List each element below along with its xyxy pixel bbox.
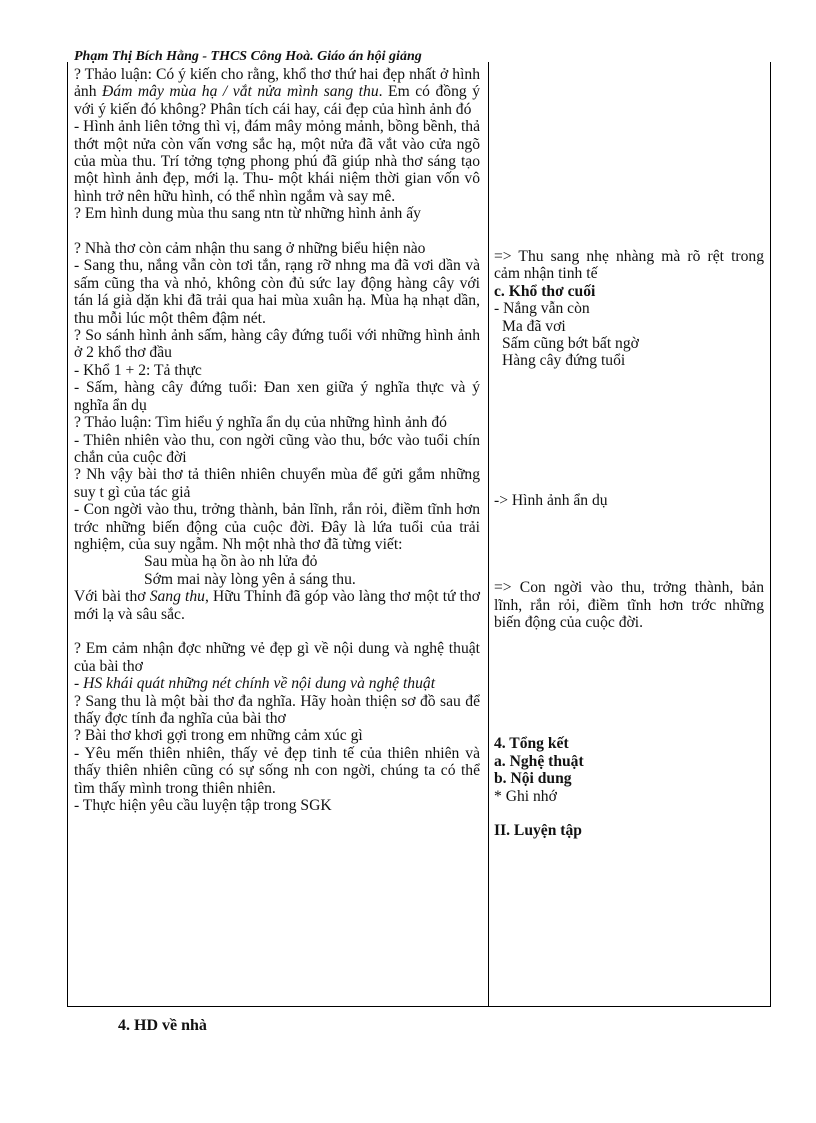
poem-line-2: Sớm mai này lòng yên ả sáng thu. — [144, 570, 356, 588]
answer-9: - Yêu mến thiên nhiên, thấy vẻ đẹp tinh tế của thiên nhiên và thấy thiên nhiên cũng có sự sống nh con ngời, chúng ta có thể tìm thấy mình trong thiên nhiên. — [74, 744, 480, 797]
answer-4a: - Khổ 1 + 2: Tả thực — [74, 361, 202, 379]
answer-7: - HS khái quát những nét chính về nội dung và nghệ thuật — [74, 675, 436, 693]
discussion-question-1 — [74, 66, 480, 118]
summary-3: => Con ngời vào thu, trởng thành, bản lĩnh, rắn rỏi, điềm tĩnh hơn trớc những biến động của cuộc đời. — [494, 579, 764, 632]
left-column — [74, 66, 480, 814]
right-column — [494, 248, 764, 840]
note-line-3: Sấm cũng bớt bất ngờ — [502, 335, 639, 353]
question-3: ? Nhà thơ còn cảm nhận thu sang ở những biểu hiện nào — [74, 240, 426, 258]
quote: Đám mây mùa hạ / vắt nửa mình sang thu — [102, 83, 379, 101]
section-heading-ii: II. Luyện tập — [494, 822, 582, 840]
text: , Hữu Thỉnh đã góp vào làng thơ một tứ thơ mới lạ và sâu sắc. — [74, 588, 481, 623]
text: . Em có đồng ý với ý kiến đó không? Phân tích cái hay, cái đẹp của hình ảnh đó — [74, 83, 480, 118]
question-4: ? So sánh hình ảnh sấm, hàng cây đứng tuổi với những hình ảnh ở 2 khổ thơ đầu — [74, 327, 480, 362]
text: Với bài thơ — [74, 588, 150, 606]
summary-1: => Thu sang nhẹ nhàng mà rõ rệt trong cảm nhận tinh tế — [494, 248, 764, 283]
note-ghi-nho: * Ghi nhớ — [494, 787, 557, 805]
answer-3: - Sang thu, nắng vẫn còn tơi tắn, rạng rỡ nhng ma đã vơi dần và sấm cũng tha và nhỏ, không còn đủ sức lay động hàng cây với tán lá già dặn khi đã trải qua hai mùa xuân hạ. Mùa hạ nhạt dần, thu mỗi lúc một thêm đậm nét. — [74, 257, 480, 327]
section-heading-a: a. Nghệ thuật — [494, 752, 584, 770]
question-2: ? Em hình dung mùa thu sang ntn từ những hình ảnh ấy — [74, 205, 421, 223]
question-8: ? Sang thu là một bài thơ đa nghĩa. Hãy hoàn thiện sơ đồ sau để thấy đợc tính đa nghĩa của bài thơ — [74, 692, 480, 727]
column-divider — [488, 62, 489, 1007]
homework-heading: 4. HD về nhà — [118, 1017, 207, 1034]
note-line-4: Hàng cây đứng tuổi — [502, 352, 626, 370]
section-heading-c: c. Khổ thơ cuối — [494, 282, 596, 300]
note-line-2: Ma đã vơi — [502, 317, 566, 335]
answer-5: - Thiên nhiên vào thu, con ngời cũng vào thu, bớc vào tuổi chín chắn của cuộc đời — [74, 431, 480, 466]
poem-title: Sang thu — [149, 588, 205, 606]
poem-line-1: Sau mùa hạ ồn ào nh lửa đỏ — [144, 553, 318, 571]
conclusion — [74, 588, 480, 623]
question-9: ? Bài thơ khơi gợi trong em những cảm xúc gì — [74, 727, 363, 745]
section-heading-4: 4. Tổng kết — [494, 735, 569, 753]
answer-4b: - Sấm, hàng cây đứng tuổi: Đan xen giữa ý nghĩa thực và ý nghĩa ẩn dụ — [74, 379, 480, 414]
note-line-1: - Nắng vẫn còn — [494, 300, 590, 318]
question-7: ? Em cảm nhận đợc những vẻ đẹp gì về nội dung và nghệ thuật của bài thơ — [74, 640, 480, 675]
section-heading-b: b. Nội dung — [494, 770, 572, 788]
page-header: Phạm Thị Bích Hằng - THCS Công Hoà. Giáo án hội giảng — [74, 49, 422, 63]
answer-6: - Con ngời vào thu, trởng thành, bản lĩnh, rắn rỏi, điềm tĩnh hơn trớc những biến động của cuộc đời. Đây là lứa tuổi của trải nghiệm, của suy ngẫm. Nh một nhà thơ đã từng viết: — [74, 501, 480, 553]
task: - Thực hiện yêu cầu luyện tập trong SGK — [74, 797, 332, 815]
answer-1: - Hình ảnh liên tởng thì vị, đám mây mỏng mảnh, bồng bềnh, thả thớt một nửa còn vấn vơng sắc hạ, một nửa đã vắt vào cửa ngõ của mùa thu. Trí tởng tợng phong phú đã giúp nhà thơ sáng tạo một hình ảnh đẹp, mới lạ. Thu- một khái niệm thời gian vốn vô hình trở nên hữu hình, có thể nhìn ngắm và say mê. — [74, 118, 480, 205]
text: ? Thảo luận: Có ý kiến cho rằng, khổ thơ thứ hai đẹp nhất ở hình ảnh — [74, 66, 480, 101]
question-6: ? Nh vậy bài thơ tả thiên nhiên chuyển mùa để gửi gắm những suy t gì của tác giả — [74, 466, 480, 501]
discussion-question-5: ? Thảo luận: Tìm hiểu ý nghĩa ẩn dụ của những hình ảnh đó — [74, 414, 447, 432]
summary-2: -> Hình ảnh ẩn dụ — [494, 491, 608, 509]
